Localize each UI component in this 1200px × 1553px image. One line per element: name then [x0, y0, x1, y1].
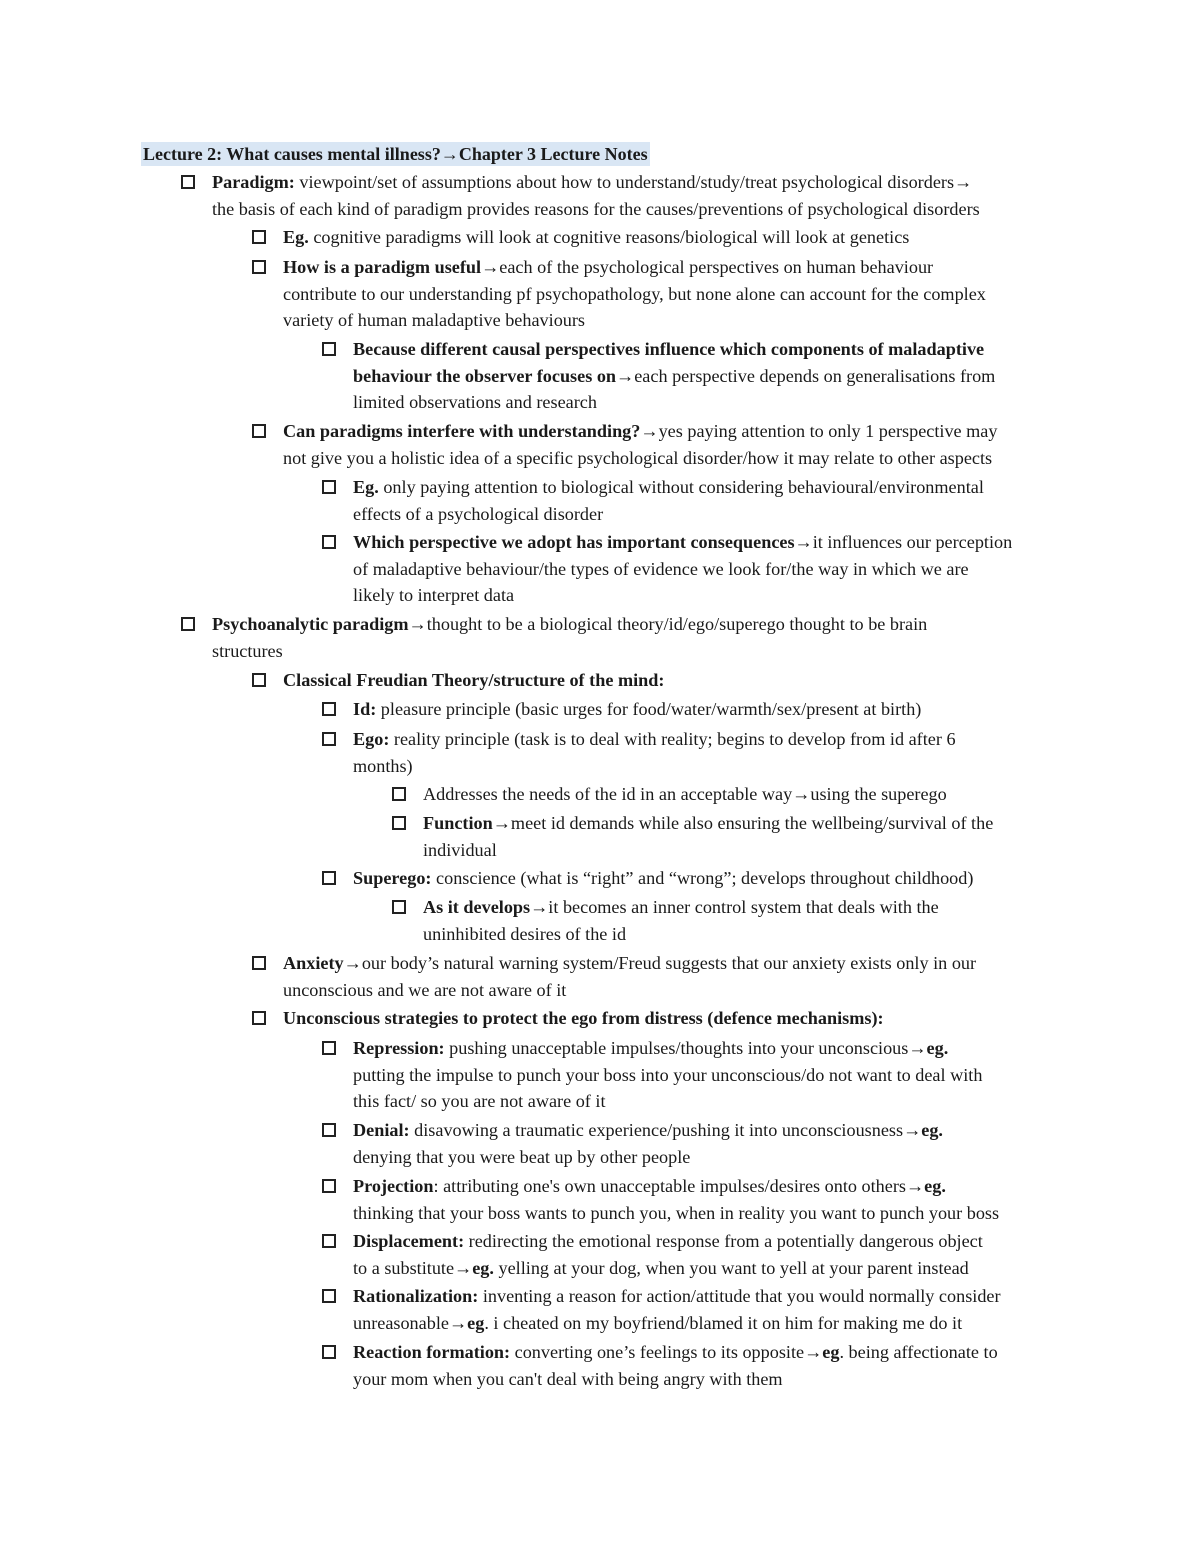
item-text: →yes paying attention to only 1 perspective may: [640, 421, 998, 441]
checkbox[interactable]: [181, 175, 195, 189]
item-text: conscience (what is “right” and “wrong”; develops throughout childhood): [431, 868, 974, 888]
item-text: effects of a psychological disorder: [353, 503, 604, 524]
item-line: [423, 837, 993, 864]
item-line: [353, 1144, 943, 1171]
item-term: Classical Freudian Theory/structure of the mind:: [283, 670, 665, 690]
item-line: [353, 501, 984, 528]
item-text: unreasonable→: [353, 1312, 468, 1333]
list-item: [423, 894, 939, 947]
item-line: [283, 977, 976, 1004]
list-item: [423, 810, 993, 863]
item-text: yelling at your dog, when you want to yell at your parent instead: [493, 1257, 969, 1278]
item-term: How is a paradigm useful: [283, 257, 482, 277]
item-text: →each of the psychological perspectives on human behaviour: [481, 257, 934, 277]
checkbox[interactable]: [252, 1011, 266, 1025]
item-text: →it influences our perception: [794, 532, 1013, 552]
checkbox[interactable]: [322, 1289, 336, 1303]
item-text: . i cheated on my boyfriend/blamed it on him for making me do it: [484, 1312, 963, 1333]
item-text: →it becomes an inner control system that deals with the: [530, 897, 939, 917]
list-item: [353, 1283, 1001, 1336]
checkbox[interactable]: [322, 702, 336, 716]
item-text: converting one’s feelings to its opposite→: [510, 1342, 823, 1362]
item-line: [283, 307, 986, 334]
checkbox[interactable]: [322, 535, 336, 549]
list-item: [283, 667, 664, 694]
list-item: [283, 418, 997, 471]
item-line: [212, 196, 980, 223]
item-text: →thought to be a biological theory/id/ego/superego thought to be brain: [408, 614, 928, 634]
item-line: [283, 667, 664, 694]
checkbox[interactable]: [252, 230, 266, 244]
page-title: Lecture 2: What causes mental illness?→Chapter 3 Lecture Notes: [143, 144, 648, 164]
list-item: [353, 865, 973, 892]
item-term: Can paradigms interfere with understanding?: [283, 421, 641, 441]
checkbox[interactable]: [181, 617, 195, 631]
item-term: Rationalization:: [353, 1286, 479, 1306]
item-line: [353, 1255, 983, 1282]
item-line: [353, 556, 1012, 583]
checkbox[interactable]: [322, 1234, 336, 1248]
checkbox[interactable]: [322, 480, 336, 494]
item-text: viewpoint/set of assumptions about how to understand/study/treat psychological disorders→: [294, 172, 973, 192]
item-line: [283, 950, 976, 977]
item-text: Addresses the needs of the id in an acceptable way→using the superego: [423, 784, 947, 804]
item-text: reality principle (task is to deal with reality; begins to develop from id after 6: [389, 729, 956, 749]
list-item: [353, 726, 956, 779]
item-line: [353, 363, 995, 390]
item-text: thinking that your boss wants to punch you, when in reality you want to punch your boss: [353, 1202, 1000, 1223]
checkbox[interactable]: [322, 1179, 336, 1193]
item-line: [353, 1088, 982, 1115]
item-line: [353, 1062, 982, 1089]
item-line: [353, 1035, 982, 1062]
item-line: [353, 1200, 999, 1227]
list-item: [283, 254, 986, 334]
item-line: [353, 474, 984, 501]
item-text: pleasure principle (basic urges for food/water/warmth/sex/present at birth): [376, 699, 922, 719]
item-text: redirecting the emotional response from a potentially dangerous object: [464, 1231, 983, 1251]
item-line: [353, 1173, 999, 1200]
item-term: Denial:: [353, 1120, 410, 1140]
list-item: [353, 1117, 943, 1170]
item-text: not give you a holistic idea of a specific psychological disorder/how it may relate to other aspects: [283, 447, 993, 468]
item-text: putting the impulse to punch your boss into your unconscious/do not want to deal with: [353, 1064, 983, 1085]
checkbox[interactable]: [252, 673, 266, 687]
list-item: [353, 1339, 998, 1392]
list-item: [353, 1228, 983, 1281]
item-term: Ego:: [353, 729, 390, 749]
item-line: [283, 1005, 884, 1032]
checkbox[interactable]: [392, 816, 406, 830]
item-line: [353, 1339, 998, 1366]
item-line: [353, 1310, 1001, 1337]
item-line: [353, 1283, 1001, 1310]
item-term: behaviour the observer focuses on: [353, 365, 617, 386]
item-text: limited observations and research: [353, 392, 597, 413]
item-term: eg: [467, 1312, 485, 1333]
item-line: [353, 726, 956, 753]
item-line: [423, 894, 939, 921]
item-text: pushing unacceptable impulses/thoughts into your unconscious→: [444, 1038, 927, 1058]
item-term: eg.: [924, 1176, 946, 1196]
item-text: only paying attention to biological without considering behavioural/environmental: [378, 477, 984, 497]
item-term: eg.: [472, 1257, 494, 1278]
item-text: months): [353, 755, 413, 776]
item-term: eg.: [926, 1038, 949, 1058]
item-term: Anxiety: [283, 953, 344, 973]
item-line: [283, 224, 909, 251]
item-text: contribute to our understanding pf psychopathology, but none alone can account for the complex: [283, 283, 986, 304]
item-line: [283, 281, 986, 308]
item-line: [353, 1228, 983, 1255]
item-text: to a substitute→: [353, 1257, 473, 1278]
item-line: [423, 810, 993, 837]
item-line: [283, 418, 997, 445]
item-term: Id:: [353, 699, 377, 719]
item-line: [283, 254, 986, 281]
checkbox[interactable]: [392, 787, 406, 801]
item-line: [353, 336, 995, 363]
item-line: [423, 781, 947, 808]
item-line: [353, 1366, 998, 1393]
item-line: [212, 169, 980, 196]
item-line: [353, 696, 921, 723]
list-item: [283, 950, 976, 1003]
checkbox[interactable]: [252, 260, 266, 274]
item-term: Reaction formation:: [353, 1342, 511, 1362]
item-term: Which perspective we adopt has important consequences: [353, 532, 795, 552]
item-text: disavowing a traumatic experience/pushing it into unconsciousness→: [409, 1120, 922, 1140]
item-line: [353, 865, 973, 892]
item-term: Paradigm:: [212, 172, 295, 192]
item-term: eg.: [921, 1120, 943, 1140]
checkbox[interactable]: [392, 900, 406, 914]
item-line: [353, 1117, 943, 1144]
list-item: [212, 611, 927, 664]
item-text: individual: [423, 839, 497, 860]
list-item: [283, 1005, 884, 1032]
item-term: Displacement:: [353, 1231, 465, 1251]
item-term: Superego:: [353, 868, 432, 888]
list-item: [212, 169, 980, 222]
item-term: Function: [423, 813, 493, 833]
list-item: [353, 336, 995, 416]
item-line: [353, 529, 1012, 556]
item-text: of maladaptive behaviour/the types of evidence we look for/the way in which we are: [353, 558, 969, 579]
checkbox[interactable]: [322, 871, 336, 885]
list-item: [353, 696, 921, 723]
item-text: →each perspective depends on generalisations from: [616, 365, 996, 386]
item-text: inventing a reason for action/attitude that you would normally consider: [478, 1286, 1001, 1306]
list-item: [353, 1173, 999, 1226]
item-term: Projection: [353, 1176, 434, 1196]
checkbox[interactable]: [322, 1041, 336, 1055]
item-text: : attributing one's own unacceptable impulses/desires onto others→: [433, 1176, 925, 1196]
item-line: [212, 638, 927, 665]
item-term: Because different causal perspectives influence which components of maladaptive: [353, 339, 985, 359]
item-term: eg: [822, 1342, 840, 1362]
list-item: [353, 474, 984, 527]
item-text: cognitive paradigms will look at cognitive reasons/biological will look at genetics: [308, 227, 910, 247]
item-term: Psychoanalytic paradigm: [212, 614, 409, 634]
list-item: [423, 781, 947, 808]
list-item: [353, 529, 1012, 609]
item-text: . being affectionate to: [839, 1342, 998, 1362]
item-line: [283, 445, 997, 472]
item-term: Eg.: [353, 477, 379, 497]
checkbox[interactable]: [322, 342, 336, 356]
checkbox[interactable]: [252, 956, 266, 970]
item-term: Eg.: [283, 227, 309, 247]
item-text: structures: [212, 640, 283, 661]
item-text: denying that you were beat up by other people: [353, 1146, 691, 1167]
item-text: uninhibited desires of the id: [423, 923, 627, 944]
checkbox[interactable]: [322, 732, 336, 746]
item-text: the basis of each kind of paradigm provides reasons for the causes/preventions of psychological disorders: [212, 198, 980, 219]
item-text: unconscious and we are not aware of it: [283, 979, 567, 1000]
list-item: [283, 224, 909, 251]
checkbox[interactable]: [322, 1345, 336, 1359]
item-term: Unconscious strategies to protect the ego from distress (defence mechanisms):: [283, 1008, 884, 1028]
item-line: [212, 611, 927, 638]
item-text: →our body’s natural warning system/Freud suggests that our anxiety exists only in our: [343, 953, 977, 973]
item-text: your mom when you can't deal with being angry with them: [353, 1368, 783, 1389]
item-line: [353, 389, 995, 416]
item-term: As it develops: [423, 897, 531, 917]
item-line: [353, 753, 956, 780]
item-text: variety of human maladaptive behaviours: [283, 310, 586, 331]
item-line: [423, 921, 939, 948]
item-text: likely to interpret data: [353, 585, 515, 606]
item-term: Repression:: [353, 1038, 445, 1058]
item-line: [353, 582, 1012, 609]
item-text: this fact/ so you are not aware of it: [353, 1091, 606, 1112]
checkbox[interactable]: [322, 1123, 336, 1137]
item-text: →meet id demands while also ensuring the wellbeing/survival of the: [492, 813, 994, 833]
checkbox[interactable]: [252, 424, 266, 438]
list-item: [353, 1035, 982, 1115]
